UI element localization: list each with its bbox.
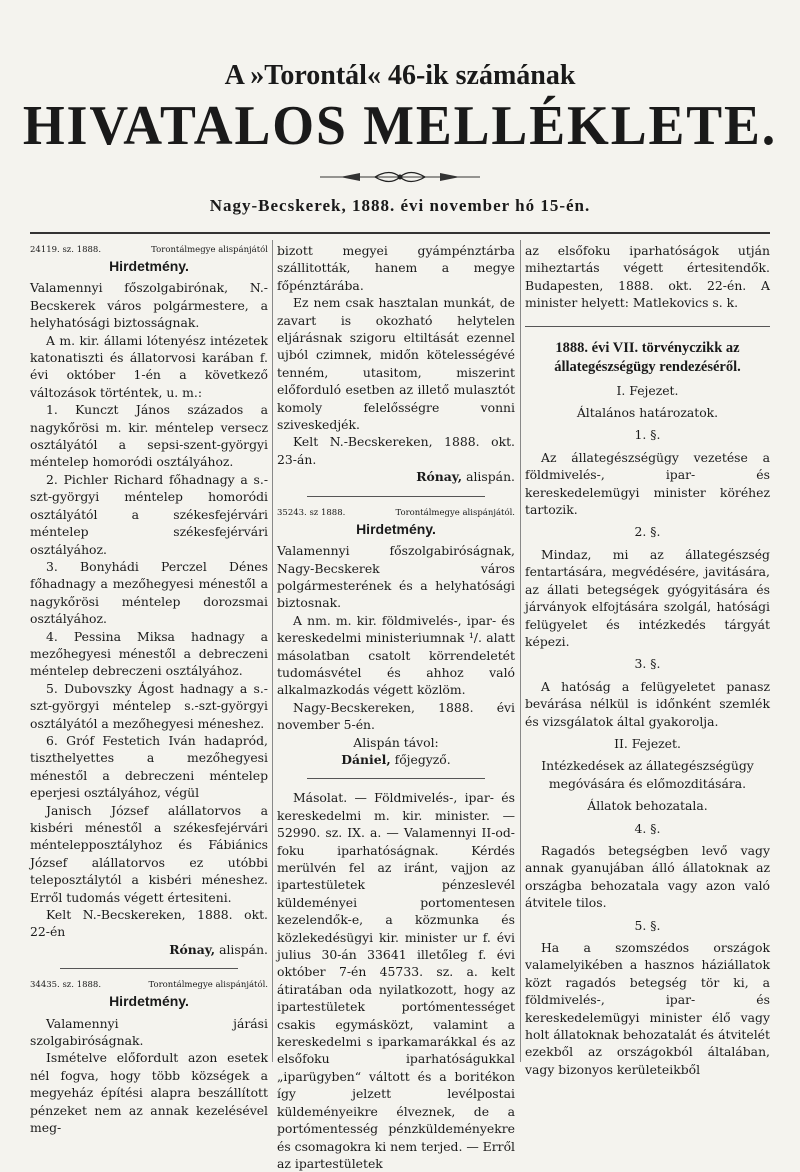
column-2 xyxy=(277,242,515,1171)
section-number: 3. §. xyxy=(634,656,661,672)
notice-separator xyxy=(307,496,485,497)
signature: Rónay, alispán. xyxy=(169,941,268,957)
dateline: Nagy-Becskerek, 1888. évi november hó 15-én. xyxy=(209,196,591,215)
notice-header: 24119. sz. 1888. Torontálmegye alispánjától xyxy=(30,245,268,255)
section-text: Az állategészségügy vezetése a földmivelés-, ipar- és kereskedelemügyi minister köréhez tartozik. xyxy=(525,449,770,518)
section-text: Ha a szomszédos országok valamelyikében a hasznos háziállatok közt ragadós betegség tör ki, a földmivelés-, ipar- és kereskedelemügyi minister élő vagy holt állatoknak behozatalát és átvitelét ezekből az országokból általában, vagy bizonyos kerületeikből xyxy=(525,940,770,1077)
date-line: Kelt N.-Becskereken, 1888. okt. 23-án. xyxy=(277,434,515,467)
ornament-divider-icon xyxy=(320,170,480,184)
list-item: 6. Gróf Festetich Iván hadapród, tiszthelyettes a mezőhegyesi ménestől a debreczeni méntelep eperjesi osztályához, végül xyxy=(30,732,268,801)
chapter-heading: II. Fejezet. xyxy=(614,735,681,751)
paragraph: az elsőfoku iparhatóságok utján miheztartás végett értesitendők. Budapesten, 1888. okt. 22-én. A minister helyett: Matlekovics s. k. xyxy=(525,243,770,311)
paragraph: A m. kir. állami lótenyész intézetek katonatiszti és állatorvosi karában f. évi október 1-én a következő változások történtek, u. m.: xyxy=(30,332,268,400)
paragraph: A nm. m. kir. földmivelés-, ipar- és kereskedelmi ministeriumnak ¹/. alatt másolatban csatolt körrendeletét tudomásvétel és ahhoz való alkalmazkodás végett közlöm. xyxy=(277,612,515,698)
notice-title: Hirdetmény. xyxy=(356,520,436,537)
supplement-subtitle: A »Torontál« 46-ik számának xyxy=(224,60,576,91)
signature: Dániel, főjegyző. xyxy=(341,751,451,767)
header-rule xyxy=(30,232,770,234)
section-text: A hatóság a felügyeletet panasz bevárása nélkül is időnként szemlék és vizsgálatok által gyakorolja. xyxy=(525,678,770,729)
section-number: 2. §. xyxy=(634,524,661,540)
list-item: 1. Kunczt János százados a nagykőrösi m. kir. méntelep versecz osztályától a sepsi-szent-györgyi méntelep homoródi osztályához. xyxy=(30,402,268,470)
list-item: 5. Dubovszky Ágost hadnagy a s.-szt-györgyi méntelep s.-szt-györgyi osztályától a mezőhegyesi méneshez. xyxy=(30,680,268,731)
list-item: 3. Bonyhádi Perczel Dénes főhadnagy a mezőhegyesi ménestől a nagykőrösi méntelep dorozsmai osztályához. xyxy=(30,558,268,627)
date-line: Kelt N.-Becskereken, 1888. okt. 22-én xyxy=(30,907,268,940)
addressee: Valamennyi főszolgabiróságnak, Nagy-Becskerek város polgármesterének és a helyhatósági biztosnak. xyxy=(277,543,515,611)
section-number: 4. §. xyxy=(634,820,661,836)
list-item: 4. Pessina Miksa hadnagy a mezőhegyesi ménestől a debreczeni méntelep debreczeni osztályához. xyxy=(30,628,268,679)
notice-title: Hirdetmény. xyxy=(109,258,189,274)
column-divider xyxy=(520,240,521,1062)
copy-text: Másolat. — Földmivelés-, ipar- és kereskedelmi m. kir. minister. — 52990. sz. IX. a. — Valamennyi II-od-foku iparhatóságnak. Kérdés merülvén fel az iránt, vajjon az ipartestületek pénzeslevél küldeményei portomentesen kezelendők-e, a közmunka és közlekedésügyi kir. minister ur f. évi julius 30-án 33641 illetőleg f. évi október 7-én 45733. sz. a. kelt átiratában oda nyilatkozott, hogy az ipartestületek portómentességet csakis egymásközt, valamint a kereskedelmi s iparkamarákkal és az elsőfoku iparhatóságukkal „iparügyben“ váltott és a boritékon így jelzett levélpostai küldeményeikre élveznek, de a portómentesség pénzküldeményekre és csomagokra ki nem terjed. — Erről az ipartestületek xyxy=(277,790,515,1171)
notice-separator xyxy=(307,778,485,779)
notice-header: 35243. sz 1888. Torontálmegye alispánjától. xyxy=(277,507,515,518)
absent-note: Alispán távol: xyxy=(353,734,439,750)
list-item: Janisch József alállatorvos a kisbéri ménestől a székesfejérvári méntelepposztályhoz és Fábiánics József alállatorvos ez utóbbi teleposztálytól a kisbéri méneshez. Erről tudomás végett értesiteni. xyxy=(30,802,268,905)
chapter-subtitle: Állatok behozatala. xyxy=(587,798,708,814)
chapter-heading: I. Fejezet. xyxy=(616,382,679,398)
signature: Rónay, alispán. xyxy=(416,469,515,485)
column-3 xyxy=(525,242,770,1077)
list-item: 2. Pichler Richard főhadnagy a s.-szt-györgyi méntelep homoródi osztályától a székesfejérvári méntelep székesfejérvári osztályához. xyxy=(30,471,268,557)
section-number: 5. §. xyxy=(634,917,661,933)
date-line: Nagy-Becskereken, 1888. évi november 5-én. xyxy=(277,699,515,733)
chapter-subtitle: Intézkedések az állategészségügy megóvására és előmozditására. xyxy=(541,758,754,791)
addressee: Valamennyi járási szolgabiróságnak. xyxy=(30,1015,268,1049)
page-title: HIVATALOS MELLÉKLETE. xyxy=(22,95,778,157)
paragraph: bizott megyei gyámpénztárba szállitották, hanem a megye főpénztárába. xyxy=(277,243,515,293)
section-text: Mindaz, mi az állategészség fentartására, megvédésére, javitására, az állati betegségek gyógyitására és járványok elfojtására szolgál, hatósági felügyelet és intézkedés tárgyát képezi. xyxy=(525,546,770,649)
notice-separator xyxy=(60,968,238,969)
section-text: Ragadós betegségben levő vagy annak gyanujában álló állatoknak az országba behozatala vagy azon való átvitele tilos. xyxy=(525,842,770,911)
law-title: 1888. évi VII. törvényczikk az állategészségügy rendezéséről. xyxy=(554,339,741,375)
column-1 xyxy=(30,242,268,1136)
notice-header: 34435. sz. 1888. Torontálmegye alispánjától. xyxy=(30,980,268,991)
notice-title: Hirdetmény. xyxy=(109,993,189,1010)
section-separator xyxy=(525,326,770,327)
chapter-subtitle: Általános határozatok. xyxy=(576,405,719,421)
column-divider xyxy=(272,240,273,1062)
paragraph: Ez nem csak hasztalan munkát, de zavart is okozható helytelen eljárásnak szigoru eltiltását ezennel ujból czimnek, midőn kötelességévé tenném, utasitom, miszerint előforduló esetben az illető mulasztót komoly felelősségre vonni sziveskedjék. xyxy=(277,295,515,433)
addressee: Valamennyi főszolgabirónak, N.-Becskerek város polgármestere, a helyhatósági biztosságnak. xyxy=(30,280,268,331)
section-number: 1. §. xyxy=(634,427,661,443)
paragraph: Ismételve előfordult azon esetek nél fogva, hogy több községek a megyeház építési alapra beszállított pénzeket nem az annak kezelésével meg- xyxy=(30,1050,268,1136)
